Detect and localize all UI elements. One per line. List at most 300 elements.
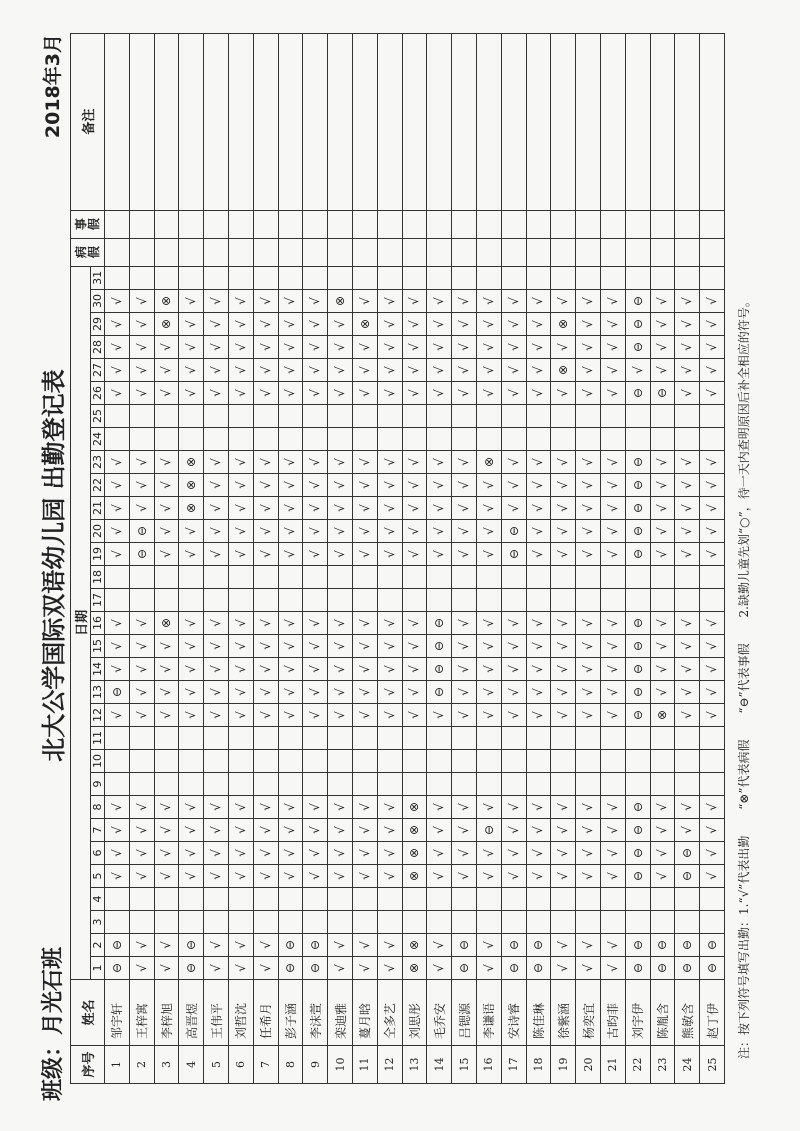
- sick-header-label: 病 假: [73, 246, 101, 259]
- attendance-cell: √: [551, 681, 576, 704]
- personal-cell: [303, 210, 328, 238]
- attendance-cell: √: [228, 451, 253, 474]
- attendance-cell: √: [328, 704, 353, 727]
- attendance-cell: [228, 911, 253, 934]
- attendance-cell: √: [476, 313, 501, 336]
- attendance-cell: √: [303, 704, 328, 727]
- attendance-cell: √: [352, 796, 377, 819]
- note-cell: [625, 33, 650, 210]
- attendance-cell: √: [650, 865, 675, 888]
- attendance-cell: √: [303, 336, 328, 359]
- sick-cell: [427, 238, 452, 266]
- attendance-cell: √: [377, 359, 402, 382]
- attendance-cell: √: [253, 451, 278, 474]
- attendance-cell: ⊗: [154, 313, 179, 336]
- attendance-cell: √: [526, 865, 551, 888]
- personal-cell: [600, 210, 625, 238]
- legend-sick: “⊗”代表病假: [737, 739, 751, 810]
- attendance-cell: √: [253, 934, 278, 957]
- attendance-cell: √: [204, 336, 229, 359]
- sick-cell: [650, 238, 675, 266]
- attendance-cell: √: [105, 658, 130, 681]
- personal-cell: [501, 210, 526, 238]
- attendance-cell: √: [452, 520, 477, 543]
- day-header: 12: [91, 704, 105, 727]
- attendance-cell: √: [402, 704, 427, 727]
- attendance-cell: [427, 566, 452, 589]
- attendance-cell: √: [377, 612, 402, 635]
- row-name: 李梓旭: [154, 980, 179, 1046]
- attendance-cell: √: [228, 543, 253, 566]
- table-row: [526, 33, 551, 1083]
- attendance-cell: √: [154, 497, 179, 520]
- attendance-cell: √: [278, 474, 303, 497]
- attendance-cell: √: [576, 796, 601, 819]
- attendance-cell: √: [675, 796, 700, 819]
- attendance-cell: [501, 405, 526, 428]
- attendance-cell: √: [328, 359, 353, 382]
- attendance-cell: [576, 405, 601, 428]
- table-row: [352, 33, 377, 1083]
- note-cell: [328, 33, 353, 210]
- attendance-cell: [328, 727, 353, 750]
- attendance-cell: √: [501, 842, 526, 865]
- sick-cell: [452, 238, 477, 266]
- row-seq: 8: [278, 1046, 303, 1084]
- attendance-cell: √: [452, 290, 477, 313]
- attendance-cell: [700, 727, 725, 750]
- attendance-cell: √: [551, 336, 576, 359]
- attendance-cell: ⊖: [625, 313, 650, 336]
- attendance-cell: √: [700, 612, 725, 635]
- day-header: 18: [91, 566, 105, 589]
- attendance-cell: √: [352, 543, 377, 566]
- attendance-cell: √: [179, 635, 204, 658]
- attendance-cell: √: [129, 842, 154, 865]
- attendance-cell: ⊖: [625, 382, 650, 405]
- attendance-cell: √: [452, 658, 477, 681]
- attendance-cell: √: [675, 474, 700, 497]
- attendance-cell: [129, 911, 154, 934]
- attendance-cell: √: [452, 451, 477, 474]
- attendance-cell: √: [328, 865, 353, 888]
- attendance-cell: [551, 589, 576, 612]
- attendance-cell: √: [228, 474, 253, 497]
- attendance-cell: √: [476, 704, 501, 727]
- attendance-cell: [700, 566, 725, 589]
- attendance-cell: √: [328, 543, 353, 566]
- attendance-cell: ⊖: [625, 819, 650, 842]
- attendance-cell: [501, 566, 526, 589]
- attendance-cell: √: [278, 451, 303, 474]
- attendance-cell: [501, 266, 526, 289]
- attendance-cell: [600, 266, 625, 289]
- attendance-cell: [650, 428, 675, 451]
- attendance-cell: √: [476, 359, 501, 382]
- attendance-cell: ⊗: [551, 359, 576, 382]
- attendance-cell: √: [179, 543, 204, 566]
- seq-header: 序号: [71, 1046, 105, 1084]
- table-row: [501, 33, 526, 1083]
- attendance-cell: √: [179, 681, 204, 704]
- row-name: 蔓月晗: [352, 980, 377, 1046]
- table-row: [154, 33, 179, 1083]
- attendance-cell: √: [179, 313, 204, 336]
- attendance-cell: [452, 405, 477, 428]
- attendance-cell: √: [228, 658, 253, 681]
- attendance-cell: [700, 911, 725, 934]
- attendance-cell: [253, 911, 278, 934]
- attendance-cell: √: [700, 451, 725, 474]
- row-name: 高晋煜: [179, 980, 204, 1046]
- attendance-cell: [352, 750, 377, 773]
- note-cell: [576, 33, 601, 210]
- attendance-cell: √: [427, 819, 452, 842]
- attendance-cell: [352, 266, 377, 289]
- attendance-cell: [700, 888, 725, 911]
- attendance-cell: √: [179, 359, 204, 382]
- attendance-cell: [105, 727, 130, 750]
- attendance-cell: √: [278, 359, 303, 382]
- attendance-cell: √: [278, 382, 303, 405]
- attendance-cell: [675, 727, 700, 750]
- attendance-cell: √: [328, 474, 353, 497]
- row-seq: 4: [179, 1046, 204, 1084]
- attendance-cell: [501, 750, 526, 773]
- attendance-cell: ⊖: [625, 474, 650, 497]
- attendance-cell: √: [352, 336, 377, 359]
- row-seq: 21: [600, 1046, 625, 1084]
- attendance-cell: √: [501, 336, 526, 359]
- attendance-cell: √: [129, 704, 154, 727]
- attendance-cell: √: [253, 520, 278, 543]
- attendance-cell: √: [328, 382, 353, 405]
- attendance-cell: [228, 405, 253, 428]
- attendance-cell: √: [228, 796, 253, 819]
- attendance-cell: √: [204, 796, 229, 819]
- attendance-cell: ⊖: [700, 957, 725, 980]
- attendance-cell: [303, 773, 328, 796]
- attendance-cell: ⊖: [452, 957, 477, 980]
- attendance-cell: √: [476, 474, 501, 497]
- attendance-cell: [352, 428, 377, 451]
- attendance-cell: [526, 589, 551, 612]
- attendance-cell: [328, 750, 353, 773]
- attendance-cell: √: [253, 796, 278, 819]
- attendance-cell: √: [228, 704, 253, 727]
- attendance-cell: √: [427, 704, 452, 727]
- row-name: 古昀菲: [600, 980, 625, 1046]
- attendance-cell: ⊖: [625, 543, 650, 566]
- sick-cell: [402, 238, 427, 266]
- attendance-cell: √: [700, 336, 725, 359]
- attendance-cell: √: [576, 359, 601, 382]
- attendance-cell: [204, 727, 229, 750]
- attendance-cell: √: [402, 543, 427, 566]
- attendance-cell: ⊗: [179, 497, 204, 520]
- note-cell: [675, 33, 700, 210]
- attendance-cell: √: [452, 865, 477, 888]
- attendance-cell: ⊖: [303, 934, 328, 957]
- attendance-cell: √: [377, 520, 402, 543]
- sick-cell: [154, 238, 179, 266]
- attendance-cell: √: [576, 520, 601, 543]
- attendance-cell: [576, 428, 601, 451]
- table-row: [427, 33, 452, 1083]
- row-name: 李沫萱: [303, 980, 328, 1046]
- attendance-cell: √: [129, 957, 154, 980]
- attendance-cell: √: [600, 497, 625, 520]
- attendance-cell: [526, 727, 551, 750]
- attendance-cell: [328, 589, 353, 612]
- row-name: 熊敏含: [675, 980, 700, 1046]
- attendance-cell: [228, 727, 253, 750]
- attendance-cell: [427, 727, 452, 750]
- note-cell: [452, 33, 477, 210]
- row-name: 王梓寓: [129, 980, 154, 1046]
- attendance-cell: √: [551, 865, 576, 888]
- attendance-cell: √: [600, 612, 625, 635]
- attendance-cell: √: [328, 819, 353, 842]
- attendance-cell: √: [625, 359, 650, 382]
- attendance-cell: √: [452, 543, 477, 566]
- attendance-cell: √: [476, 658, 501, 681]
- attendance-cell: √: [501, 497, 526, 520]
- attendance-cell: √: [253, 658, 278, 681]
- attendance-cell: √: [402, 313, 427, 336]
- attendance-cell: √: [377, 635, 402, 658]
- day-header: 17: [91, 589, 105, 612]
- attendance-cell: √: [129, 934, 154, 957]
- attendance-cell: √: [129, 474, 154, 497]
- attendance-cell: [526, 750, 551, 773]
- attendance-cell: √: [501, 704, 526, 727]
- attendance-cell: [650, 888, 675, 911]
- attendance-cell: √: [129, 865, 154, 888]
- attendance-cell: [675, 266, 700, 289]
- attendance-cell: √: [675, 359, 700, 382]
- attendance-cell: [328, 911, 353, 934]
- table-row: [328, 33, 353, 1083]
- attendance-cell: √: [129, 819, 154, 842]
- attendance-cell: √: [303, 842, 328, 865]
- attendance-cell: [204, 773, 229, 796]
- attendance-cell: [228, 888, 253, 911]
- attendance-cell: [675, 773, 700, 796]
- attendance-cell: [278, 428, 303, 451]
- attendance-cell: √: [675, 451, 700, 474]
- attendance-cell: √: [675, 520, 700, 543]
- attendance-cell: √: [179, 658, 204, 681]
- attendance-cell: √: [700, 520, 725, 543]
- attendance-cell: √: [253, 474, 278, 497]
- attendance-cell: √: [228, 819, 253, 842]
- attendance-cell: [278, 888, 303, 911]
- attendance-cell: ⊖: [501, 543, 526, 566]
- attendance-cell: √: [675, 497, 700, 520]
- attendance-cell: √: [253, 635, 278, 658]
- attendance-cell: [204, 589, 229, 612]
- attendance-cell: ⊖: [427, 635, 452, 658]
- attendance-cell: [105, 566, 130, 589]
- attendance-cell: [501, 428, 526, 451]
- row-name: 陈佳琳: [526, 980, 551, 1046]
- attendance-cell: √: [105, 704, 130, 727]
- attendance-cell: √: [352, 704, 377, 727]
- attendance-cell: √: [253, 382, 278, 405]
- attendance-cell: √: [501, 865, 526, 888]
- attendance-cell: √: [476, 336, 501, 359]
- day-header: 25: [91, 405, 105, 428]
- attendance-cell: √: [105, 290, 130, 313]
- attendance-cell: √: [179, 796, 204, 819]
- personal-cell: [625, 210, 650, 238]
- attendance-cell: √: [576, 934, 601, 957]
- attendance-cell: [204, 888, 229, 911]
- attendance-cell: [402, 911, 427, 934]
- attendance-cell: √: [700, 313, 725, 336]
- attendance-cell: √: [377, 865, 402, 888]
- attendance-cell: √: [452, 681, 477, 704]
- attendance-cell: √: [303, 819, 328, 842]
- attendance-cell: √: [427, 336, 452, 359]
- attendance-cell: ⊖: [675, 957, 700, 980]
- attendance-cell: [278, 773, 303, 796]
- attendance-cell: ⊖: [501, 520, 526, 543]
- day-header: 13: [91, 681, 105, 704]
- attendance-cell: √: [105, 474, 130, 497]
- attendance-cell: √: [501, 635, 526, 658]
- attendance-cell: [675, 750, 700, 773]
- note-cell: [501, 33, 526, 210]
- attendance-cell: [179, 405, 204, 428]
- attendance-cell: √: [352, 635, 377, 658]
- personal-cell: [650, 210, 675, 238]
- attendance-cell: √: [228, 520, 253, 543]
- attendance-cell: √: [501, 819, 526, 842]
- attendance-cell: √: [154, 520, 179, 543]
- attendance-cell: [377, 589, 402, 612]
- attendance-cell: √: [501, 382, 526, 405]
- attendance-cell: √: [526, 497, 551, 520]
- attendance-cell: √: [377, 451, 402, 474]
- attendance-cell: ⊖: [625, 658, 650, 681]
- attendance-cell: √: [278, 658, 303, 681]
- attendance-cell: √: [253, 957, 278, 980]
- attendance-cell: √: [551, 451, 576, 474]
- attendance-cell: √: [352, 359, 377, 382]
- attendance-cell: √: [476, 382, 501, 405]
- attendance-cell: √: [129, 796, 154, 819]
- attendance-cell: [377, 911, 402, 934]
- attendance-cell: √: [551, 842, 576, 865]
- attendance-cell: [303, 405, 328, 428]
- attendance-cell: √: [576, 704, 601, 727]
- attendance-cell: [352, 888, 377, 911]
- attendance-cell: √: [501, 474, 526, 497]
- attendance-cell: √: [551, 819, 576, 842]
- attendance-cell: [625, 266, 650, 289]
- attendance-cell: ⊖: [625, 842, 650, 865]
- attendance-cell: √: [526, 704, 551, 727]
- attendance-cell: √: [526, 612, 551, 635]
- attendance-cell: [402, 727, 427, 750]
- attendance-cell: √: [700, 359, 725, 382]
- attendance-cell: √: [576, 313, 601, 336]
- sick-cell: [501, 238, 526, 266]
- attendance-cell: √: [105, 382, 130, 405]
- attendance-cell: [228, 266, 253, 289]
- attendance-cell: √: [154, 957, 179, 980]
- attendance-cell: [402, 266, 427, 289]
- legend-item-2: 2.缺勤儿童先划“○”，待一天内查明原因后补全相应的符号。: [737, 295, 751, 618]
- attendance-cell: √: [600, 819, 625, 842]
- attendance-cell: [377, 888, 402, 911]
- attendance-cell: ⊗: [402, 934, 427, 957]
- attendance-cell: √: [303, 543, 328, 566]
- attendance-cell: √: [154, 865, 179, 888]
- attendance-cell: [402, 589, 427, 612]
- sick-cell: [278, 238, 303, 266]
- attendance-cell: [576, 750, 601, 773]
- day-header: 1: [91, 957, 105, 980]
- attendance-cell: √: [427, 451, 452, 474]
- attendance-cell: √: [402, 290, 427, 313]
- attendance-cell: [402, 428, 427, 451]
- attendance-cell: [377, 750, 402, 773]
- attendance-cell: √: [476, 520, 501, 543]
- note-cell: [179, 33, 204, 210]
- attendance-cell: [576, 773, 601, 796]
- attendance-cell: [501, 911, 526, 934]
- attendance-cell: √: [228, 336, 253, 359]
- row-seq: 25: [700, 1046, 725, 1084]
- attendance-cell: [476, 911, 501, 934]
- attendance-cell: [476, 773, 501, 796]
- attendance-cell: √: [452, 382, 477, 405]
- attendance-cell: √: [700, 865, 725, 888]
- attendance-cell: √: [303, 612, 328, 635]
- attendance-cell: √: [303, 681, 328, 704]
- attendance-cell: √: [129, 382, 154, 405]
- attendance-cell: √: [402, 497, 427, 520]
- attendance-cell: √: [328, 658, 353, 681]
- attendance-cell: √: [700, 704, 725, 727]
- attendance-cell: [700, 405, 725, 428]
- attendance-cell: √: [402, 451, 427, 474]
- attendance-cell: [154, 911, 179, 934]
- day-header: 16: [91, 612, 105, 635]
- table-row: [650, 33, 675, 1083]
- attendance-cell: √: [253, 842, 278, 865]
- table-row: [452, 33, 477, 1083]
- row-seq: 10: [328, 1046, 353, 1084]
- attendance-cell: √: [303, 635, 328, 658]
- attendance-cell: √: [600, 474, 625, 497]
- attendance-cell: √: [253, 819, 278, 842]
- attendance-cell: [526, 911, 551, 934]
- row-seq: 12: [377, 1046, 402, 1084]
- attendance-cell: √: [700, 681, 725, 704]
- attendance-cell: √: [179, 842, 204, 865]
- attendance-cell: ⊖: [427, 681, 452, 704]
- attendance-cell: √: [179, 382, 204, 405]
- row-seq: 23: [650, 1046, 675, 1084]
- day-header: 7: [91, 819, 105, 842]
- attendance-cell: [551, 428, 576, 451]
- attendance-cell: [377, 566, 402, 589]
- attendance-cell: √: [551, 290, 576, 313]
